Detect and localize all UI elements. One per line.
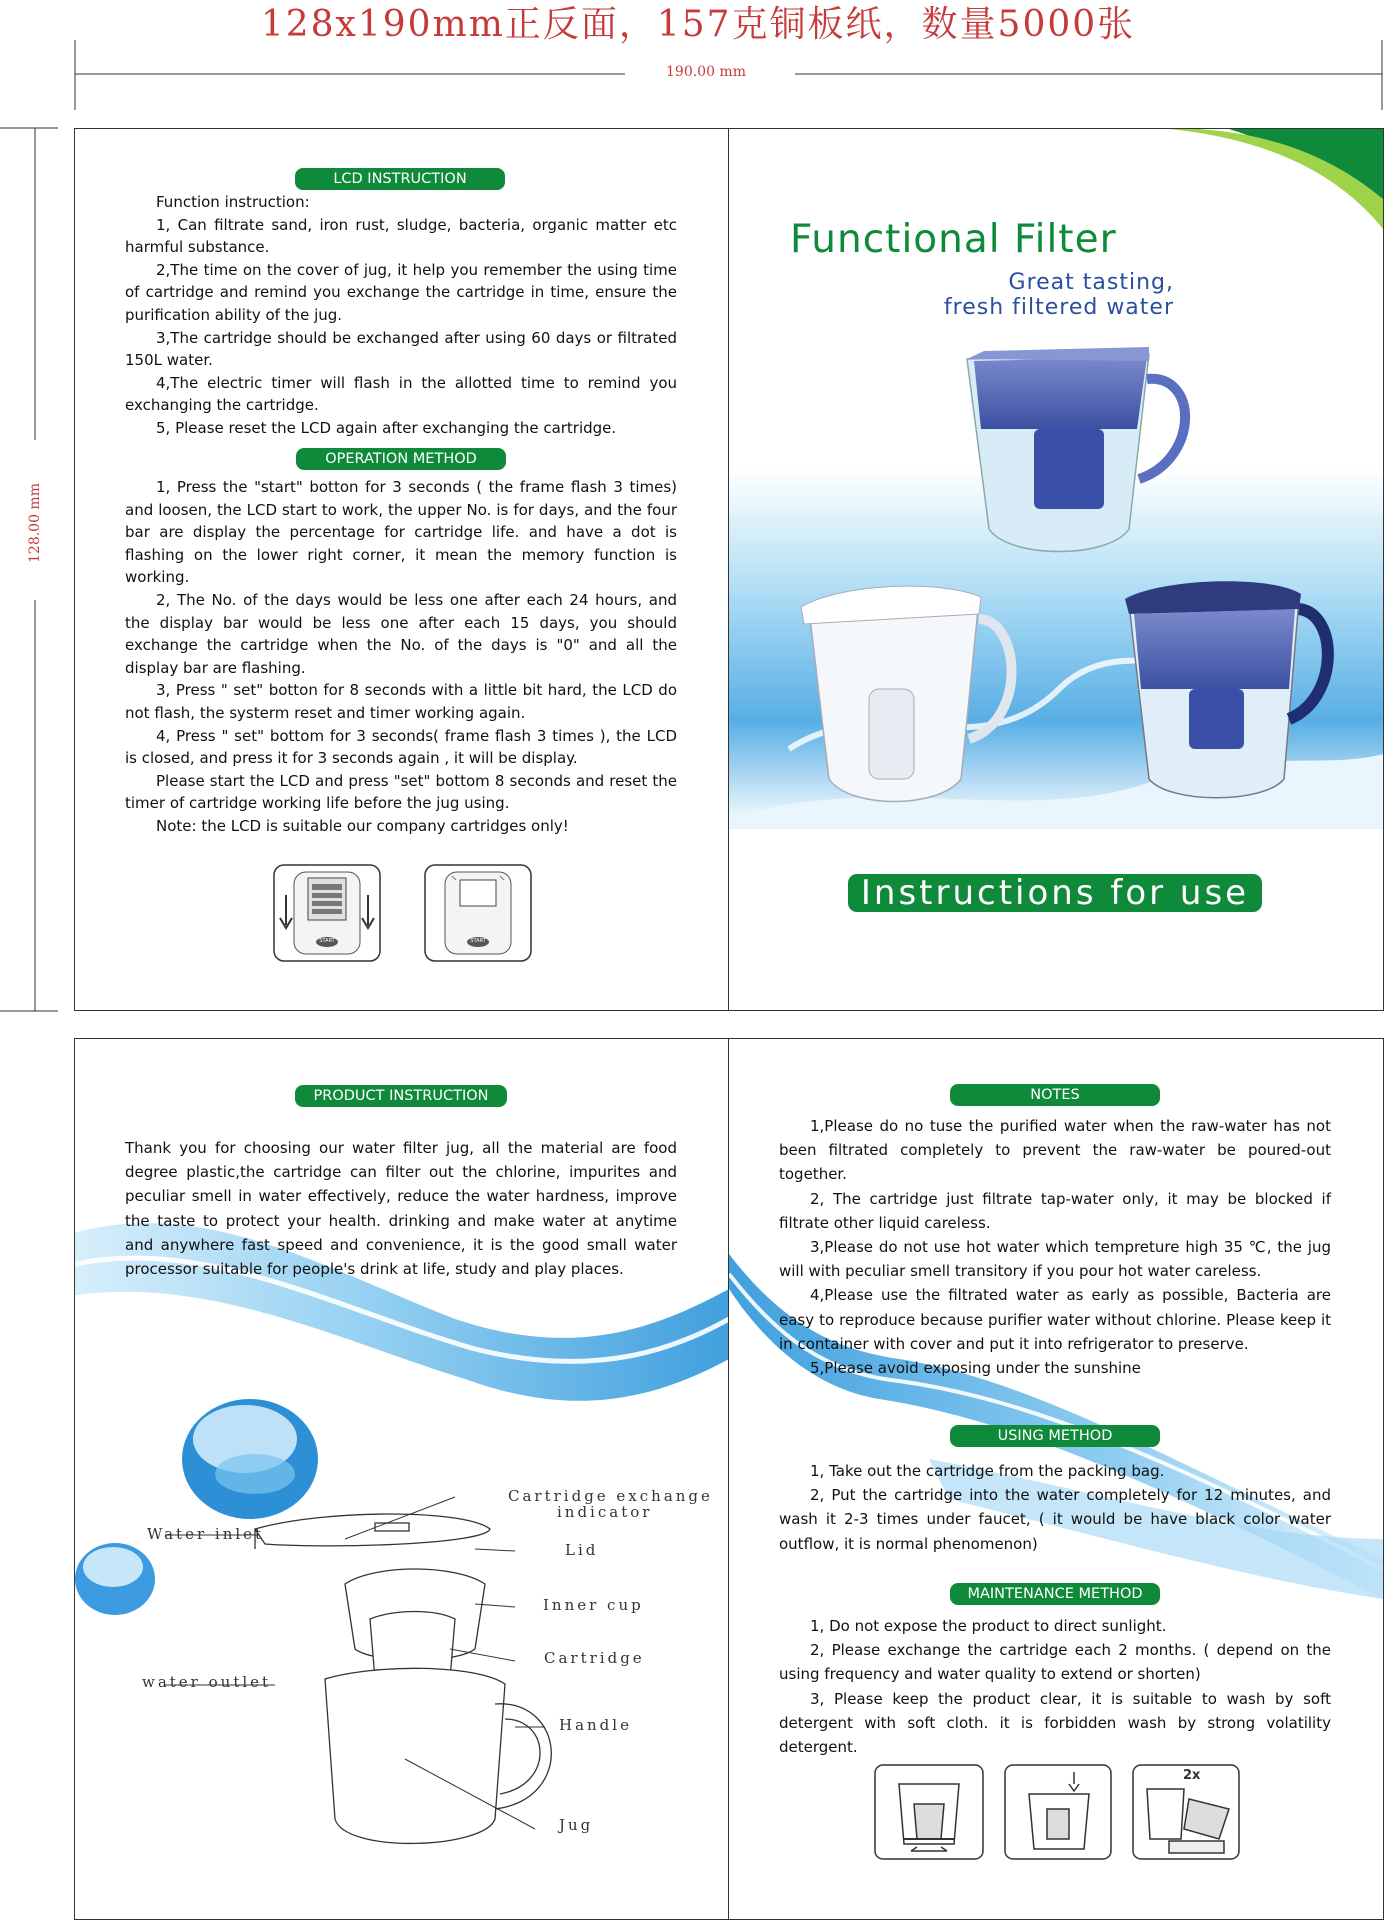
using-method-heading: USING METHOD [950,1425,1160,1447]
operation-method-heading: OPERATION METHOD [296,448,506,470]
label-inner-cup: Inner cup [543,1596,644,1614]
lcd-para-1: 1, Can filtrate sand, iron rust, sludge, bacteria, organic matter etc harmful substance. [125,215,677,257]
notes-para-0: 1,Please do no tuse the purified water when the raw-water has not been filtrated completely to prevent the raw-water be poured-out together. [779,1117,1331,1184]
label-indicator-line2: indicator [557,1503,653,1521]
water-drop-small-icon [75,1543,155,1615]
op-para-1: 2, The No. of the days would be less one after each 24 hours, and the display bar would be less one after each 15 days, you should exchange the cartridge when the No. of the days is "0" and all the display bar are flashing. [125,590,677,677]
lcd-instruction-heading: LCD INSTRUCTION [295,168,505,190]
print-spec-header: 128x190mm正反面，157克铜板纸，数量5000张 [260,4,1136,45]
start-button-label-1: START [319,938,335,944]
instructions-for-use-banner: Instructions for use [848,874,1262,912]
op-para-2: 3, Press " set" botton for 8 seconds with a little bit hard, the LCD do not flash, the systerm reset and timer working again. [125,681,677,722]
lcd-para-0: Function instruction: [156,193,310,211]
label-lid: Lid [565,1541,599,1559]
using-para-1: 2, Put the cartridge into the water completely for 12 minutes, and wash it 2-3 times under faucet, ( it would be have black color water outflow, it is normal phenomenon) [779,1486,1331,1553]
operation-method-text [125,476,677,838]
notes-para-2: 3,Please do not use hot water which tempreture high 35 ℃, the jug will with peculiar smell transitory if you pour hot water careless. [779,1238,1331,1281]
width-dimension-label: 190.00 mm [666,64,746,80]
label-water-inlet: Water inlet [147,1525,265,1543]
label-jug: Jug [559,1816,594,1834]
maintenance-para-2: 3, Please keep the product clear, it is suitable to wash by soft detergent with soft cloth. it is forbidden wash by strong volatility detergent. [779,1689,1331,1757]
lcd-para-2: 2,The time on the cover of jug, it help you remember the using time of cartridge and remind you exchange the cartridge in time, ensure the purification ability of the jug. [125,260,677,324]
start-button-label-2: START [470,938,486,944]
product-instruction-heading: PRODUCT INSTRUCTION [295,1085,507,1107]
lcd-para-4: 4,The electric timer will flash in the allotted time to remind you exchanging the cartridge. [125,373,677,415]
maintenance-method-heading: MAINTENANCE METHOD [950,1583,1160,1605]
cover-subtitle-line2: fresh filtered water [943,295,1174,320]
maintenance-step-1-icon [875,1765,983,1859]
lcd-para-5: 5, Please reset the LCD again after exchanging the cartridge. [156,418,617,437]
label-handle: Handle [559,1716,632,1734]
label-water-outlet: water outlet [142,1673,272,1691]
maintenance-2x-label: 2x [1183,1768,1201,1783]
label-indicator-line1: Cartridge exchange [508,1487,713,1505]
op-para-0: 1, Press the "start" botton for 3 seconds ( the frame flash 3 times) and loosen, the LCD start to work, the upper No. is for days, and the four bar are display the percentage for cartridge life. and have a dot is flashing on the lower right corner, it mean the memory function is working. [125,478,677,587]
notes-para-4: 5,Please avoid exposing under the sunshine [810,1359,1141,1378]
notes-heading: NOTES [950,1084,1160,1106]
op-para-3: 4, Press " set" bottom for 3 seconds( frame flash 3 times ), the LCD is closed, and press it for 3 seconds again , it will be display. [125,726,677,768]
notes-para-3: 4,Please use the filtrated water as early as possible, Bacteria are easy to reproduce because purifier water without chlorine. Please keep it in container with cover and put it into refrigerator to preserve. [779,1286,1331,1353]
notes-text [779,1114,1331,1380]
height-dimension-label: 128.00 mm [27,483,43,563]
label-cartridge: Cartridge [544,1649,645,1667]
notes-para-1: 2, The cartridge just filtrate tap-water only, it may be blocked if filtrate other liquid careless. [779,1189,1331,1232]
maintenance-para-1: 2, Please exchange the cartridge each 2 months. ( depend on the using frequency and water quality to extend or shorten) [779,1641,1331,1684]
maintenance-para-0: 1, Do not expose the product to direct sunlight. [810,1617,1167,1635]
lcd-para-3: 3,The cartridge should be exchanged after using 60 days or filtrated 150L water. [125,328,677,370]
lcd-device-display-icon [274,865,380,961]
lcd-instruction-text [125,191,677,440]
maintenance-method-text [779,1614,1331,1759]
jug-exploded-diagram [255,1514,551,1843]
lcd-device-off-icon [425,865,531,961]
water-drop-large-icon [182,1399,318,1519]
op-para-4: Please start the LCD and press "set" bottom 8 seconds and reset the timer of cartridge working life before the jug using. [125,771,677,813]
product-instruction-para: Thank you for choosing our water filter jug, all the material are food degree plastic,the cartridge can filter out the chlorine, impurites and peculiar smell in water effectively, reduce the water hardness, improve the taste to protect your health. drinking and make water at anytime and anywhere fast speed and convenience, it is the good small water processor suitable for people's drink at life, study and play places. [125,1139,677,1279]
cover-title: Functional Filter [790,217,1117,262]
using-method-text [779,1459,1331,1556]
op-para-5: Note: the LCD is suitable our company cartridges only! [156,816,569,835]
cover-subtitle-line1: Great tasting, [1008,270,1174,295]
product-instruction-text [125,1136,677,1281]
lcd-device-illustrations [270,860,540,966]
using-para-0: 1, Take out the cartridge from the packing bag. [810,1462,1165,1480]
maintenance-step-2-icon [1005,1765,1111,1859]
